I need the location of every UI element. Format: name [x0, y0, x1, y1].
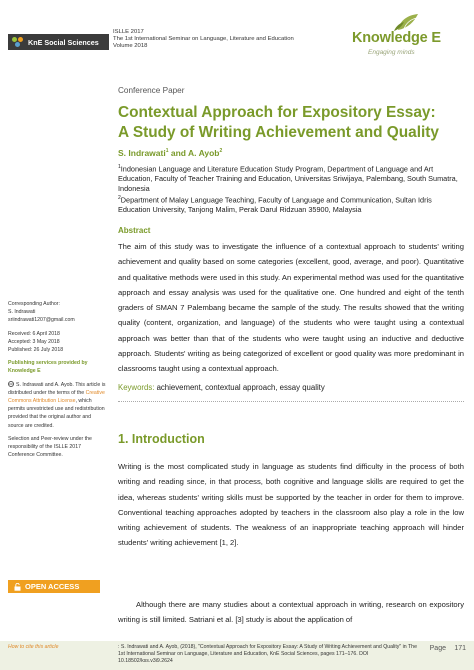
conference-line: ISLLE 2017	[113, 29, 144, 35]
open-access-badge	[8, 580, 100, 593]
corresponding-name: S. Indrawati	[8, 309, 36, 316]
author-name: S. Indrawati	[118, 148, 166, 158]
article-dates	[8, 330, 108, 355]
author-name: and A. Ayob	[168, 148, 220, 158]
page-number: 171	[454, 645, 466, 652]
corresponding-email[interactable]: sriindrawati1207@gmail.com	[8, 317, 75, 324]
article-sidebar	[8, 300, 108, 464]
paper-title-line: A Study of Writing Achievement and Quality	[118, 124, 439, 141]
creative-commons-icon: cc	[9, 382, 13, 387]
page-label: Page	[429, 645, 446, 652]
corresponding-label: Corresponding Author:	[8, 301, 60, 307]
conference-line: The 1st International Seminar on Language, Literature and Education	[113, 36, 294, 42]
publisher-badge[interactable]	[8, 34, 109, 50]
affiliation-2	[118, 194, 464, 215]
paper-authors	[118, 148, 222, 158]
paper-title	[118, 103, 463, 143]
intro-paragraph: Writing is the most complicated study in language as students find difficulty in the process of both writing and reading since, in that process, both cognitive and language skills are required to get the idea, whereas students' writing skills must be supported by the teacher in order for them to improve. Conventional teaching approaches adopted by teachers in the classroom also play a role in the low writing achievement of students. The weakness of an inappropriate teaching approach will hinder students' writing achievement [1, 2].	[118, 462, 464, 548]
abstract-heading: Abstract	[118, 226, 151, 235]
license-statement	[8, 381, 108, 430]
intro-paragraph: Although there are many studies about a contextual approach in writing, research on expository writing is still limited. Satriani et al. [3] study is about the application of	[118, 600, 464, 625]
knowledge-e-logo[interactable]	[352, 12, 464, 60]
abstract-text: The aim of this study was to investigate the influence of a contextual approach to students' writing achievement and quality based on some categories (excellent, good, average, and poor). Quantitative and qualitative methods were used in this study. An experimental method was used for the quantitative approach and essay analysis was used for the qualitative one. One hundred and eight of the tenth graders of SMAN 7 Palembang became the sample of the study. The results showed that the writing quality (content, organization, and language) of the students who were taught using a contextual approach was better than that of the students who were taught using an inductive and deductive approach. Students' writing as being categorized of excellent or good quality was more predominant in classrooms taught using a contextual approach.	[118, 242, 464, 374]
license-text: S. Indrawati and A. Ayob. This article is distributed under the terms of the	[8, 381, 106, 396]
conference-line: Volume 2018	[113, 43, 148, 49]
author-sup: 2	[219, 148, 223, 155]
unlock-icon	[14, 583, 21, 591]
received-date: Received: 6 April 2018	[8, 330, 60, 337]
cite-label: How to cite this article	[8, 644, 59, 650]
open-access-label: OPEN ACCESS	[25, 582, 80, 591]
keywords	[118, 383, 325, 392]
keywords-list: achievement, contextual approach, essay quality	[154, 383, 325, 392]
section-divider	[118, 401, 464, 402]
logo-name: Knowledge E	[352, 30, 441, 46]
keywords-label: Keywords:	[118, 383, 155, 392]
affiliation-sup: 1	[118, 164, 121, 170]
publisher-badge-label: KnE Social Sciences	[28, 37, 99, 47]
section-heading: 1. Introduction	[118, 432, 205, 446]
license-link[interactable]: Creative Commons Attribution License	[8, 389, 105, 405]
cite-text: : S. Indrawati and A. Ayob, (2018), "Contextual Approach for Expository Essay: A Study of Writing Achievement and Quality" in The 1st International Seminar on Language, Literature and Education, KnE Social Sciences, pages 171–176. DOI 10.18502/kss.v3i9.2624	[118, 644, 417, 664]
page-header	[0, 0, 474, 58]
logo-tagline: Engaging minds	[368, 49, 415, 56]
affiliation-text: Department of Malay Language Teaching, Faculty of Language and Communication, Sultan Idris Education University, Tanjong Malim, Perak Darul Ridzuan 35900, Malaysia	[118, 195, 432, 215]
accepted-date: Accepted: 3 May 2018	[8, 338, 60, 345]
affiliation-text: Indonesian Language and Literature Education Study Program, Department of Language and Art Education, Faculty of Teacher Training and Education, Universitas Sriwijaya, Palembang, South Sumatra, Indonesia	[118, 164, 458, 194]
license-text: , which permits unrestricted use and redistribution provided that the original author and source are credited.	[8, 398, 105, 429]
published-date: Published: 26 July 2018	[8, 347, 64, 354]
leaf-logo-icon	[392, 12, 422, 32]
publishing-services: Publishing services provided by Knowledge E	[8, 360, 88, 375]
peer-review-statement: Selection and Peer-review under the responsibility of the ISLLE 2017 Conference Committee.	[8, 435, 92, 459]
kne-logo-icon	[12, 37, 24, 47]
affiliation-sup: 2	[118, 195, 121, 201]
affiliation-1	[118, 163, 464, 194]
conference-info	[113, 29, 294, 50]
page-footer	[0, 641, 474, 670]
author-sup: 1	[165, 148, 169, 155]
paper-type: Conference Paper	[118, 86, 185, 95]
corresponding-author	[8, 300, 108, 325]
paper-title-line: Contextual Approach for Expository Essay:	[118, 104, 436, 121]
